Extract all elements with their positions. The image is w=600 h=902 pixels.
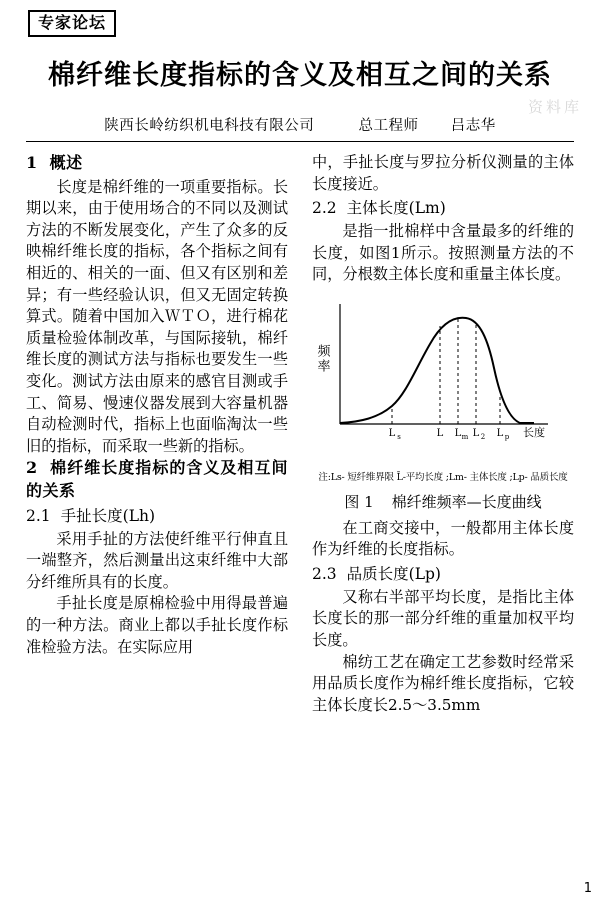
svg-text:L: L	[472, 427, 480, 439]
paragraph-quality-length-definition: 又称右半部平均长度，是指比主体长度长的那一部分纤维的重量加权平均长度。	[312, 587, 574, 649]
subsection-2-3-title: 品质长度(Lp)	[346, 564, 441, 583]
two-column-body	[26, 152, 574, 852]
watermark-text: 资料库	[527, 98, 582, 116]
paragraph-hand-pull-definition: 采用手扯的方法使纤维平行伸直且一端整齐，然后测量出这束纤维中大部分纤维所具有的长度。	[26, 529, 288, 591]
affiliation: 陕西长岭纺织机电科技有限公司	[104, 118, 315, 134]
y-axis-label: 频率	[314, 343, 330, 374]
figure-plot-area	[312, 292, 562, 470]
header-divider	[26, 141, 574, 142]
section-1-number: 1	[26, 153, 38, 172]
subsection-heading-2-3	[312, 563, 574, 585]
subsection-heading-2-1	[26, 505, 288, 527]
svg-text:m: m	[461, 432, 469, 441]
subsection-heading-2-2	[312, 197, 574, 219]
svg-text:p: p	[504, 432, 510, 441]
paragraph-overview: 长度是棉纤维的一项重要指标。长期以来，由于使用场合的不同以及测试方法的不断发展变化，产生了众多的反映棉纤维长度的指标，各个指标之间有相近的、相关的一面、但又有区别和差异；有一些经验认识，但又无固定转换算式。随着中国加入ＷＴＯ，进行棉花质量检验体制改革，与国际接轨，棉纤维长度的测试方法与指标也要发生一些变化。测试方法由原来的感官目测或手工、简易、慢速仪器发展到大容量机器自动检测时代，指标上也面临淘汰一些旧的指标，而采取一些新的指标。	[26, 177, 288, 455]
author-role: 总工程师	[358, 118, 419, 134]
svg-text:L: L	[436, 427, 444, 439]
section-heading-1	[26, 152, 288, 175]
figure-note: 注:Ls- 短纤维界限 L̄-平均长度 ;Lm- 主体长度 ;Lp- 品质长度	[318, 471, 568, 483]
svg-text:L: L	[388, 427, 396, 439]
paragraph-hand-pull-usage: 手扯长度是原棉检验中用得最普遍的一种方法。商业上都以手扯长度作标准检验方法。在实际应用	[26, 594, 288, 656]
svg-text:s: s	[397, 432, 401, 441]
paragraph-quality-length-usage: 棉纺工艺在确定工艺参数时经常采用品质长度作为棉纤维长度指标，它较主体长度长2.5～3.5mm	[312, 652, 574, 714]
page-number: 1	[583, 881, 592, 896]
paragraph-hand-pull-continued: 中，手扯长度与罗拉分析仪测量的主体长度接近。	[312, 153, 574, 193]
frequency-length-curve	[334, 296, 556, 444]
left-column	[26, 152, 288, 852]
section-1-title: 概述	[49, 153, 83, 172]
svg-text:L: L	[454, 427, 462, 439]
section-2-number: 2	[26, 458, 38, 478]
paragraph-main-length-usage: 在工商交接中，一般都用主体长度作为纤维的长度指标。	[312, 518, 574, 559]
section-heading-2	[26, 457, 288, 502]
figure-1	[312, 292, 574, 514]
paragraph-main-length-definition: 是指一批棉样中含量最多的纤维的长度，如图1所示。按照测量方法的不同，分根数主体长度和重量主体长度。	[312, 222, 574, 284]
section-2-title: 棉纤维长度指标的含义及相互间的关系	[26, 458, 288, 500]
right-column	[312, 152, 574, 852]
figure-caption-number: 图 1	[344, 493, 374, 512]
author-name: 吕志华	[450, 118, 496, 134]
svg-text:2: 2	[480, 432, 486, 441]
subsection-2-2-title: 主体长度(Lm)	[346, 199, 446, 218]
svg-text:L: L	[496, 427, 504, 439]
figure-caption-text: 棉纤维频率—长度曲线	[391, 493, 542, 512]
subsection-2-2-number: 2.2	[312, 199, 337, 218]
byline	[26, 114, 574, 135]
subsection-2-1-number: 2.1	[26, 506, 51, 525]
svg-text:长度: 长度	[523, 425, 545, 439]
subsection-2-3-number: 2.3	[312, 564, 337, 583]
page-title: 棉纤维长度指标的含义及相互之间的关系	[48, 60, 552, 91]
subsection-2-1-title: 手扯长度(Lh)	[60, 506, 156, 525]
figure-caption	[312, 492, 574, 513]
column-badge: 专家论坛	[28, 10, 116, 37]
